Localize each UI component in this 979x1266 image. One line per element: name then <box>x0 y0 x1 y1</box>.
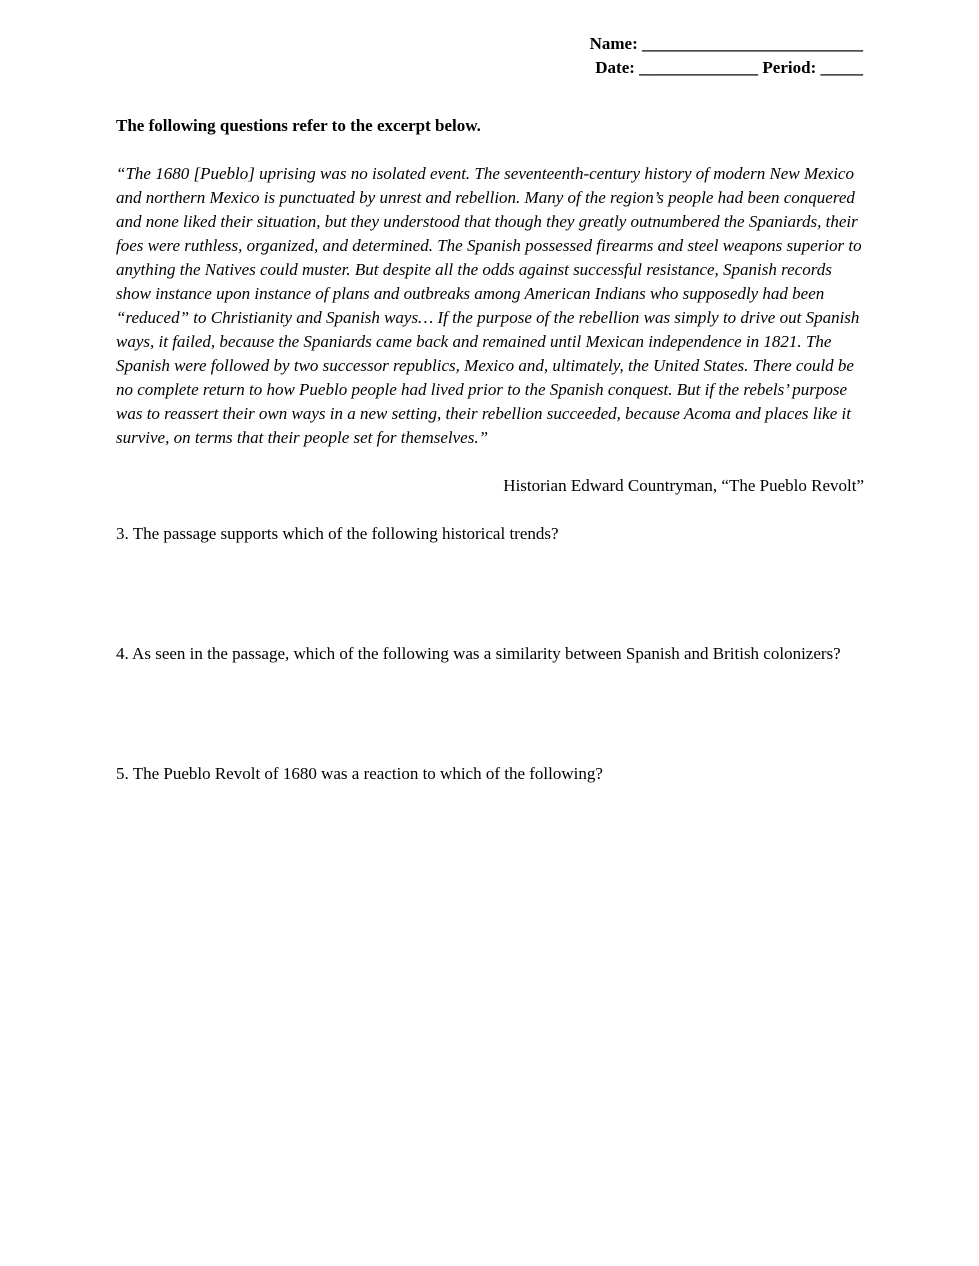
worksheet-content <box>116 114 864 786</box>
name-row <box>590 32 863 56</box>
question-3: 3. The passage supports which of the following historical trends? <box>116 524 559 543</box>
student-info-header <box>590 32 863 80</box>
excerpt-attribution: Historian Edward Countryman, “The Pueblo Revolt” <box>503 476 864 495</box>
question-5: 5. The Pueblo Revolt of 1680 was a reaction to which of the following? <box>116 764 603 783</box>
name-label: Name: <box>589 34 638 53</box>
date-blank: ______________ <box>639 58 759 77</box>
name-blank: __________________________ <box>642 34 863 53</box>
excerpt-quote: “The 1680 [Pueblo] uprising was no isolated event. The seventeenth-century history of modern New Mexico and northern Mexico is punctuated by unrest and rebellion. Many of the region’s people had been conquered and none liked their situation, but they understood that though they greatly outnumbered the Spaniards, their foes were ruthless, organized, and determined. The Spanish possessed firearms and steel weapons superior to anything the Natives could muster. But despite all the odds against successful resistance, Spanish records show instance upon instance of plans and outbreaks among American Indians who supposedly had been “reduced” to Christianity and Spanish ways… If the purpose of the rebellion was simply to drive out Spanish ways, it failed, because the Spaniards came back and remained until Mexican independence in 1821. The Spanish were followed by two successor republics, Mexico and, ultimately, the United States. There could be no complete return to how Pueblo people had lived prior to the Spanish conquest. But if the rebels’ purpose was to reassert their own ways in a new setting, their rebellion succeeded, because Acoma and places like it survive, on terms that their people set for themselves.” <box>116 164 862 447</box>
period-label: Period: <box>762 58 817 77</box>
instructions: The following questions refer to the excerpt below. <box>116 116 481 135</box>
date-period-row <box>590 56 863 80</box>
date-label: Date: <box>595 58 635 77</box>
question-4: 4. As seen in the passage, which of the following was a similarity between Spanish and British colonizers? <box>116 644 841 663</box>
period-blank: _____ <box>820 58 863 77</box>
